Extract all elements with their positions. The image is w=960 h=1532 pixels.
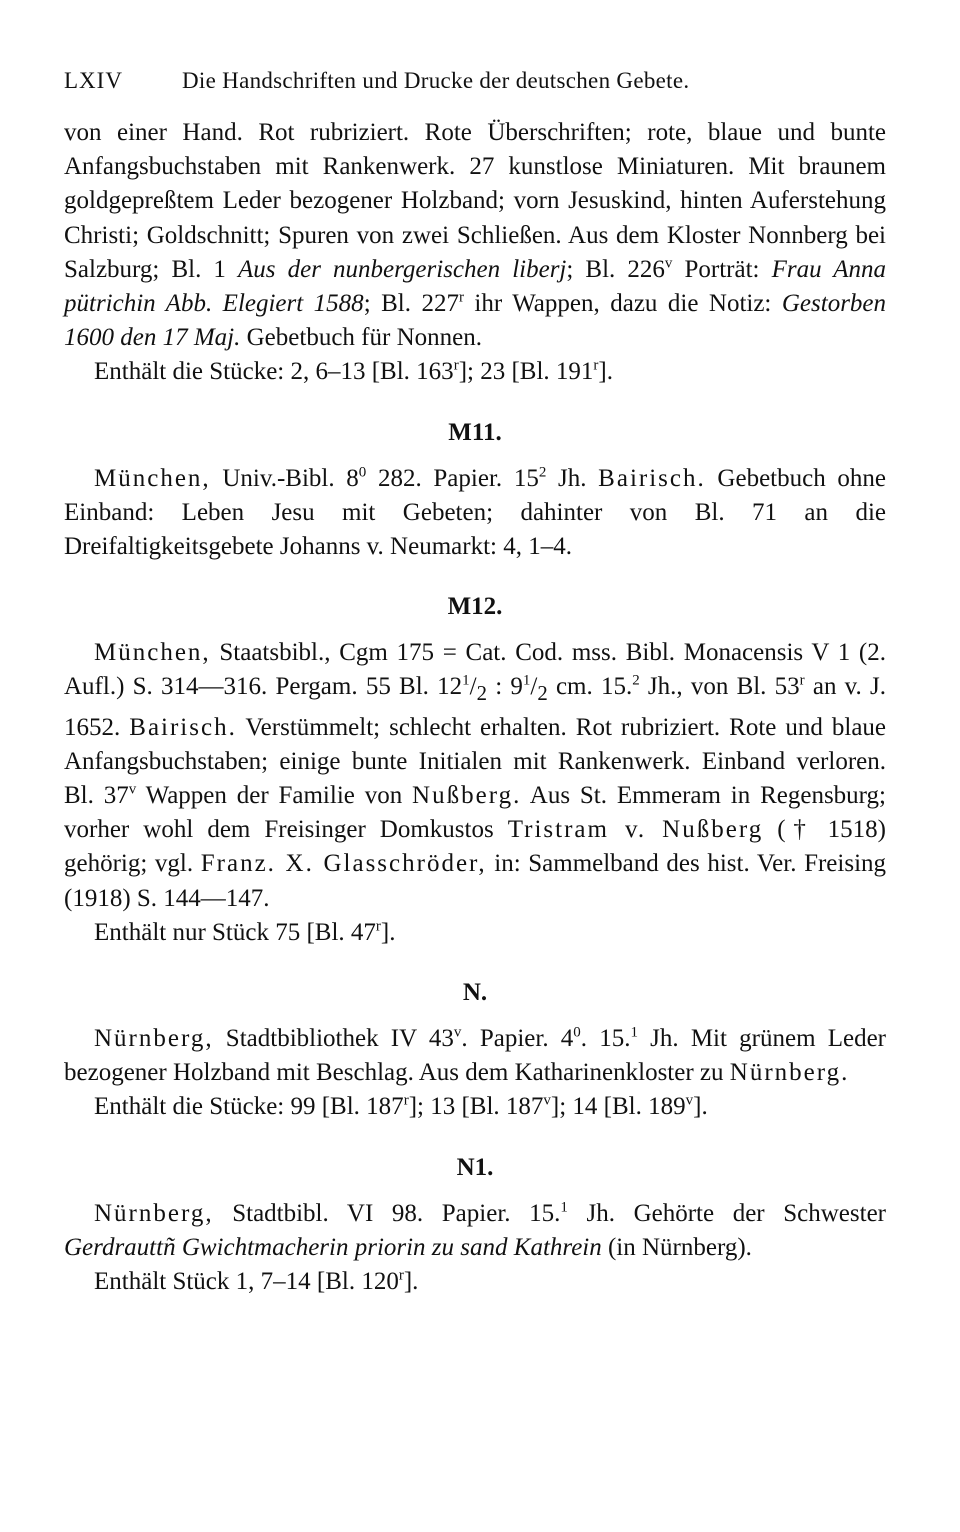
n-description: Nürnberg, Stadtbibliothek IV 43$^v$. Papier. $4^0$. 15.$^1$ Jh. Mit grünem Leder bezogener Holzband mit Beschlag. Aus dem Katharinenkloster zu Nürnberg. (64, 1024, 886, 1087)
running-head (64, 66, 886, 110)
siglum-n: N. (462, 979, 488, 1007)
siglum-m12: M12. (447, 593, 503, 621)
intro-contents: Enthält die Stücke: 2, 6–13 [Bl. 163$^r$]; 23 [Bl. 191$^r$]. (94, 358, 613, 386)
n1-description: Nürnberg, Stadtbibl. VI 98. Papier. 15.$^1$ Jh. Gehörte der Schwester Gerdrauttñ Gwichtmacherin priorin zu sand Kathrein (in Nürnberg). (64, 1199, 886, 1261)
running-head-title: Die Handschriften und Drucke der deutschen Gebete. (182, 68, 690, 93)
m12-description: München, Staatsbibl., Cgm 175 = Cat. Cod. mss. Bibl. Monacensis V 1 (2. Aufl.) S. 314—316. Pergam. 55 Bl. $12^1/_2$ : $9^1/_2$ cm. 15.$^2$ Jh., von Bl. 53$^r$ an v. J. 1652. Bairisch. Verstümmelt; schlecht erhalten. Rot rubriziert. Rote und blaue Anfangsbuchstaben; einige bunte Initialen mit Rankenwerk. Einband verloren. Bl. 37$^v$ Wappen der Familie von Nußberg. Aus St. Emmeram in Regensburg; vorher wohl dem Freisinger Domkustos Tristram v. Nußberg († 1518) gehörig; vgl. Franz. X. Glasschröder, in: Sammelband des hist. Ver. Freising (1918) S. 144—147. (64, 639, 887, 912)
m12-contents: Enthält nur Stück 75 [Bl. 47$^r$]. (94, 918, 396, 946)
page-number: LXIV (64, 68, 123, 93)
page (64, 66, 886, 1299)
siglum-m11: M11. (448, 418, 502, 446)
intro-description: von einer Hand. Rot rubriziert. Rote Überschriften; rote, blaue und bunte Anfangsbuchstaben mit Rankenwerk. 27 kunstlose Miniaturen. Mit braunem goldgepreßtem Leder bezogener Holzband; vorn Jesuskind, hinten Auferstehung Christi; Goldschnitt; Spuren von zwei Schließen. Aus dem Kloster Nonnberg bei Salzburg; Bl. 1 Aus der nunbergerischen liberj; Bl. 226$^v$ Porträt: Frau Anna pütrichin Abb. Elegiert 1588; Bl. 227$^r$ ihr Wappen, dazu die Notiz: Gestorben 1600 den 17 Maj. Gebetbuch für Nonnen. (64, 119, 887, 352)
siglum-n1: N1. (456, 1153, 494, 1181)
m11-description: München, Univ.-Bibl. $8^0$ 282. Papier. $15^2$ Jh. Bairisch. Gebetbuch ohne Einband: Leben Jesu mit Gebeten; dahinter von Bl. 71 an die Dreifaltigkeitsgebete Johanns v. Neumarkt: 4, 1–4. (64, 464, 886, 561)
n-contents: Enthält die Stücke: 99 [Bl. 187$^r$]; 13 [Bl. 187$^v$]; 14 [Bl. 189$^v$]. (94, 1093, 708, 1121)
n1-contents: Enthält Stück 1, 7–14 [Bl. 120$^r$]. (94, 1267, 419, 1296)
